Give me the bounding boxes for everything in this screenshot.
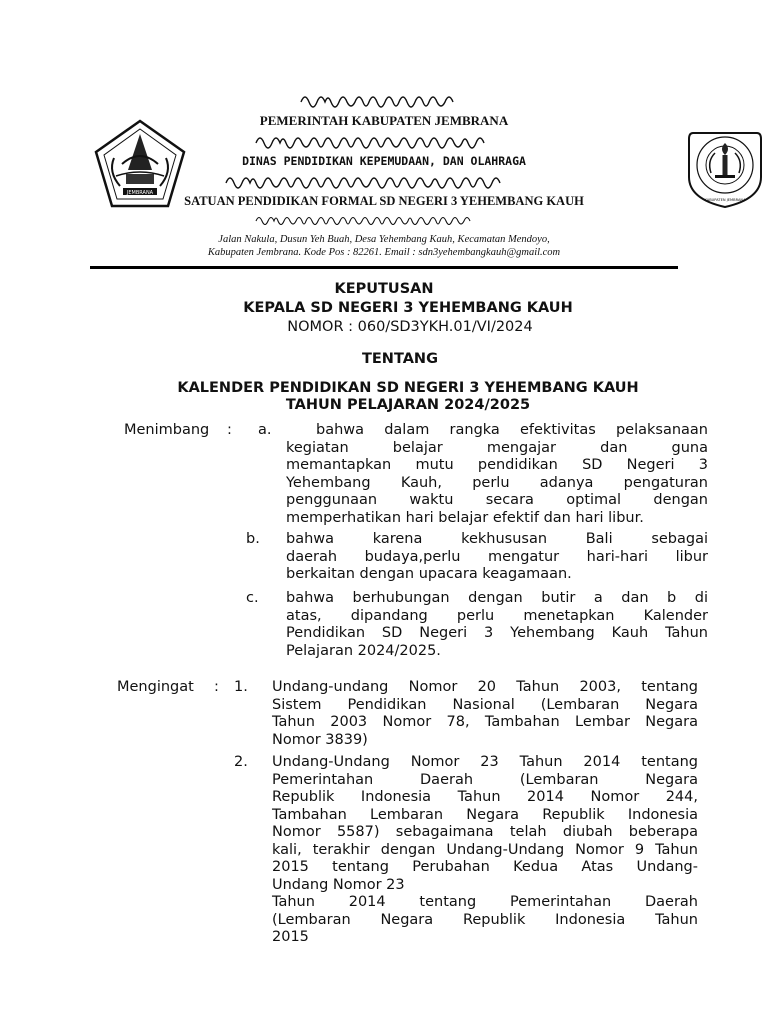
menimbang-marker-c: c.	[246, 590, 259, 606]
mengingat-2-line-2: Pemerintahan Daerah (Lembaran Negara	[272, 771, 698, 788]
menimbang-a-line-6: memperhatikan hari belajar efektif dan hari libur.	[286, 509, 644, 526]
menimbang-c-line-1: bahwa berhubungan dengan butir a dan b di	[286, 590, 708, 606]
menimbang-c-line-3: Pendidikan SD Negeri 3 Yehembang Kauh Tahun	[286, 625, 708, 641]
decree-number: NOMOR : 060/SD3YKH.01/VI/2024	[287, 319, 533, 335]
letterhead-divider	[90, 266, 678, 269]
mengingat-1-line-2: Sistem Pendidikan Nasional (Lembaran Negara	[272, 696, 698, 713]
school-emblem-logo	[683, 125, 767, 209]
menimbang-marker-b: b.	[246, 531, 260, 547]
menimbang-item-a	[286, 422, 708, 527]
regency-seal-caption: JEMBRANA	[126, 190, 154, 196]
mengingat-2-line-10: (Lembaran Negara Republik Indonesia Tahun	[272, 911, 698, 928]
mengingat-colon: :	[214, 679, 219, 695]
government-title: PEMERINTAH KABUPATEN JEMBRANA	[259, 113, 509, 128]
regency-seal-logo	[92, 118, 188, 210]
menimbang-a-line-1: bahwa dalam rangka efektivitas pelaksanaan	[316, 422, 708, 438]
menimbang-a-line-5: penggunaan waktu secara optimal dengan	[286, 492, 708, 508]
menimbang-b-line-2: daerah budaya,perlu mengatur hari-hari libur	[286, 548, 708, 565]
department-title: DINAS PENDIDIKAN KEPEMUDAAN, DAN OLAHRAGA	[242, 154, 526, 168]
mengingat-2-line-7: 2015 tentang Perubahan Kedua Atas Undang-	[272, 859, 698, 875]
mengingat-2-line-3: Republik Indonesia Tahun 2014 Nomor 244,	[272, 789, 698, 805]
mengingat-label: Mengingat	[117, 679, 194, 695]
mengingat-2-line-9: Tahun 2014 tentang Pemerintahan Daerah	[272, 894, 698, 910]
mengingat-2-line-1: Undang-Undang Nomor 23 Tahun 2014 tentang	[272, 754, 698, 770]
menimbang-a-line-2: kegiatan belajar mengajar dan guna	[286, 439, 708, 456]
school-emblem-caption: KABUPATEN JEMBRANA	[704, 198, 746, 202]
menimbang-item-c	[286, 590, 708, 660]
mengingat-2-line-8: Undang Nomor 23	[272, 876, 405, 893]
balinese-script-line-4	[0, 212, 768, 231]
mengingat-2-line-5: Nomor 5587) sebagaimana telah diubah beberapa	[272, 824, 698, 840]
address-line-1: Jalan Nakula, Dusun Yeh Buah, Desa Yehembang Kauh, Kecamatan Mendoyo,	[218, 234, 550, 245]
decree-issuer: KEPALA SD NEGERI 3 YEHEMBANG KAUH	[243, 300, 573, 316]
mengingat-1-line-1: Undang-undang Nomor 20 Tahun 2003, tentang	[272, 679, 698, 695]
mengingat-1-line-4: Nomor 3839)	[272, 731, 368, 748]
menimbang-label: Menimbang	[124, 422, 210, 438]
menimbang-colon: :	[227, 422, 232, 438]
decree-title: KEPUTUSAN	[334, 281, 434, 297]
mengingat-item-1	[272, 679, 698, 749]
mengingat-marker-1: 1.	[234, 679, 248, 695]
mengingat-2-line-6: kali, terakhir dengan Undang-Undang Nomor 9 Tahun	[272, 841, 698, 858]
menimbang-c-line-2: atas, dipandang perlu menetapkan Kalender	[286, 607, 708, 624]
menimbang-b-line-3: berkaitan dengan upacara keagamaan.	[286, 566, 572, 582]
balinese-script-line-1	[0, 90, 768, 113]
mengingat-marker-2: 2.	[234, 754, 248, 770]
about-label: TENTANG	[362, 351, 438, 367]
mengingat-1-line-3: Tahun 2003 Nomor 78, Tambahan Lembar Negara	[272, 714, 698, 730]
menimbang-marker-a: a.	[258, 422, 272, 438]
menimbang-a-line-3: memantapkan mutu pendidikan SD Negeri 3	[286, 457, 708, 473]
subject-line-2: TAHUN PELAJARAN 2024/2025	[285, 397, 531, 413]
menimbang-c-line-4: Pelajaran 2024/2025.	[286, 642, 441, 659]
mengingat-2-line-4: Tambahan Lembaran Negara Republik Indonesia	[272, 806, 698, 823]
address-line-2: Kabupaten Jembrana. Kode Pos : 82261. Email : sdn3yehembangkauh@gmail.com	[207, 247, 561, 258]
mengingat-2-line-11: 2015	[272, 929, 309, 945]
mengingat-item-2	[272, 754, 698, 947]
unit-title: SATUAN PENDIDIKAN FORMAL SD NEGERI 3 YEHEMBANG KAUH	[184, 194, 584, 208]
menimbang-item-b	[286, 531, 708, 584]
subject-line-1: KALENDER PENDIDIKAN SD NEGERI 3 YEHEMBANG KAUH	[177, 380, 639, 396]
menimbang-a-line-4: Yehembang Kauh, perlu adanya pengaturan	[286, 474, 708, 491]
menimbang-b-line-1: bahwa karena kekhususan Bali sebagai	[286, 531, 708, 547]
